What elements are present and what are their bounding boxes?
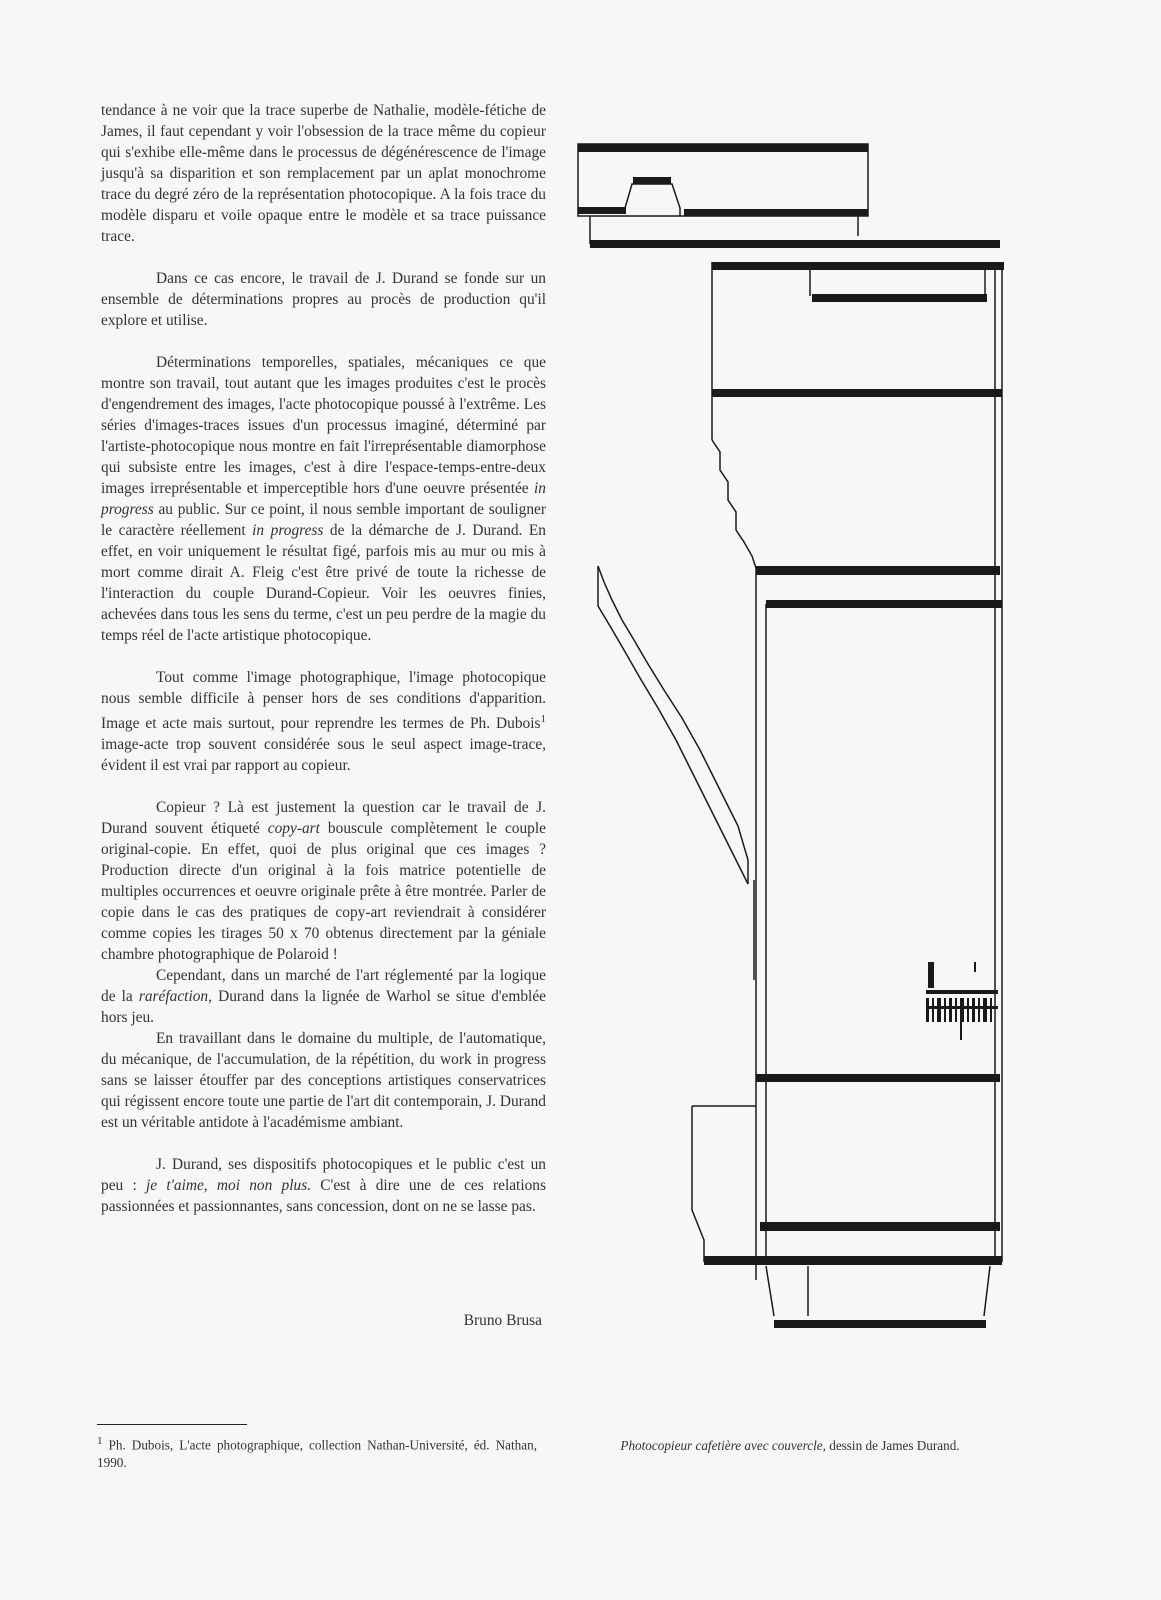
drawing-bars: [578, 144, 1004, 1328]
paragraph-4: Tout comme l'image photographique, l'image photocopique nous semble difficile à penser hors de ses conditions d'apparition. Image et acte mais surtout, pour reprendre les termes de Ph. Dubois$^1$ image-acte trop souvent considérée sous le seul aspect image-trace, évident il est vrai par rapport au copieur.: [101, 669, 546, 775]
paper-tray-outer: [598, 566, 748, 874]
footnote-marker: 1: [97, 1435, 103, 1447]
figure-caption: Photocopieur cafetière avec couvercle, dessin de James Durand.: [620, 1438, 960, 1453]
paragraph-2: Dans ce cas encore, le travail de J. Durand se fonde sur un ensemble de déterminations propres au procès de production qu'il explore et utilise.: [101, 270, 546, 329]
footnote-reference: 1: [540, 713, 546, 725]
barcode-label: [926, 962, 998, 1040]
lid-box: [578, 144, 868, 216]
author-signature: Bruno Brusa: [463, 1312, 542, 1329]
paragraph-6: Cependant, dans un marché de l'art réglementé par la logique de la raréfaction, Durand dans la lignée de Warhol se situe d'emblée hors jeu.: [101, 967, 546, 1027]
paragraph-3: Déterminations temporelles, spatiales, mécaniques ce que montre son travail, tout autant que les images produites c'est le procès d'engendrement des images, l'acte photocopique poussé à l'extrême. Les séries d'images-traces issues d'un processus imaginé, déterminé par l'artiste-photocopique nous montre en fait l'irreprésentable diamorphose qui subsiste entre les images, c'est à dire l'espace-temps-entre-deux images irreprésentable et imperceptible hors d'une oeuvre présentée in progress au public. Sur ce point, il nous semble important de souligner le caractère réellement in progress de la démarche de J. Durand. En effet, en voir uniquement le résultat figé, parfois mis au mur ou mis à mort comme dirait A. Fleig c'est être privé de toute la richesse de l'interaction du couple Durand-Copieur. Voir les oeuvres finies, achevées dans tous les sens du terme, c'est un peu perdre de la magie du temps réel de l'acte artistique photocopique.: [101, 354, 546, 644]
drawing-outlines: [578, 144, 1002, 1316]
footnote: $^1$ Ph. Dubois, L'acte photographique, collection Nathan-Université, éd. Nathan, 1990.: [97, 1435, 537, 1471]
paper-tray-inner: [598, 606, 748, 884]
paragraph-7: En travaillant dans le domaine du multiple, de l'automatique, du mécanique, de l'accumulation, de la répétition, du work in progress sans se laisser étouffer par des conceptions artistiques conservatrices qui régissent encore toute une partie de l'art dit contemporain, J. Durand est un véritable antidote à l'académisme ambiant.: [101, 1030, 546, 1132]
paragraph-8: J. Durand, ses dispositifs photocopiques et le public c'est un peu : je t'aime, moi non plus. C'est à dire une de ces relations passionnées et passionnantes, sans concession, dont on ne se lasse pas.: [101, 1156, 546, 1216]
paragraph-1: tendance à ne voir que la trace superbe de Nathalie, modèle-fétiche de James, il faut cependant y voir l'obsession de la trace même du copieur qui s'exhibe elle-même dans le processus de dégénérescence de l'image jusqu'à sa disparition et son remplacement par un aplat monochrome trace du degré zéro de la représentation photocopique. A la fois trace du modèle disparu et voile opaque entre le modèle et sa trace puissance trace.: [101, 102, 546, 245]
paragraph-5: Copieur ? Là est justement la question car le travail de J. Durand souvent étiqueté copy-art bouscule complètement le couple original-copie. En effet, quoi de plus original que ces images ? Production directe d'un original à la fois matrice potentielle de multiples occurrences et oeuvre originale prête à être montrée. Parler de copie dans le cas des pratiques de copy-art reviendrait à considérer comme copies les tirages 50 x 70 obtenus directement par la géniale chambre photographique de Polaroid !: [101, 799, 546, 964]
body-left-edge: [712, 440, 756, 1280]
